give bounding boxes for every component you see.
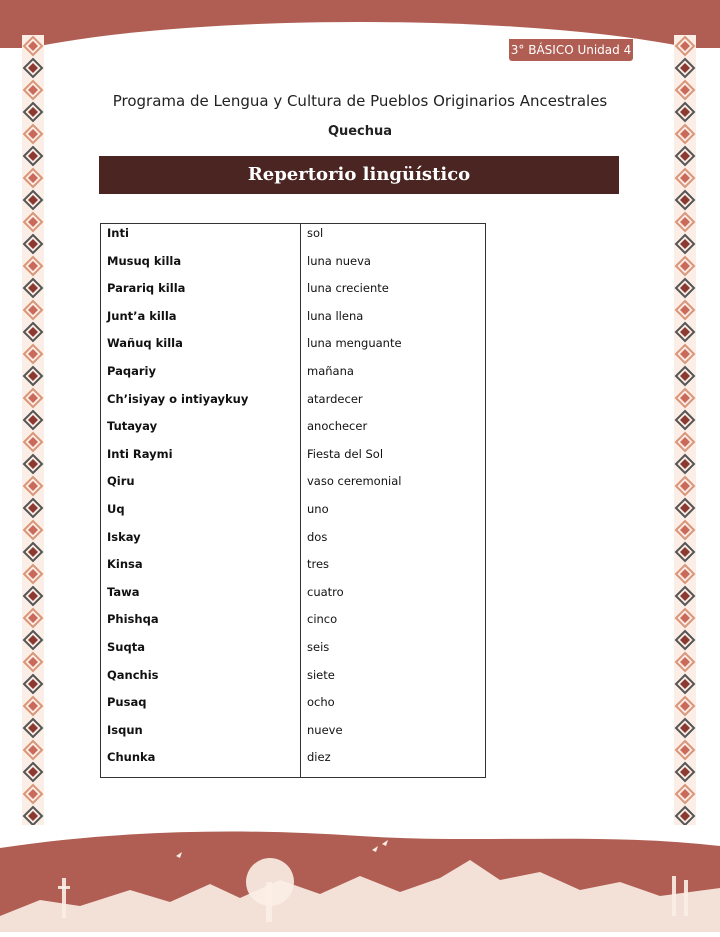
spanish-meaning: nueve [307, 722, 343, 737]
table-row [101, 640, 485, 667]
quechua-term: Wañuq killa [107, 336, 183, 351]
table-row [101, 309, 485, 336]
quechua-term: Iskay [107, 529, 141, 544]
quechua-term: Pusaq [107, 695, 147, 710]
vocabulary-table [100, 223, 486, 778]
quechua-term: Uq [107, 502, 125, 516]
quechua-term: Qiru [107, 474, 135, 489]
spanish-meaning: cuatro [307, 584, 344, 599]
spanish-meaning: vaso ceremonial [307, 474, 402, 489]
quechua-term: Qanchis [107, 667, 159, 682]
table-row [101, 530, 485, 557]
spanish-meaning: luna creciente [307, 281, 389, 296]
quechua-term: Junt’a killa [107, 308, 177, 323]
andean-textile-pattern-icon [22, 35, 44, 825]
quechua-term: Parariq killa [107, 281, 186, 296]
spanish-meaning: dos [307, 529, 328, 544]
spanish-meaning: tres [307, 557, 330, 572]
quechua-term: Inti Raymi [107, 446, 173, 461]
spanish-meaning: siete [307, 667, 335, 682]
spanish-meaning: Fiesta del Sol [307, 446, 384, 461]
spanish-meaning: mañana [307, 364, 354, 378]
quechua-term: Ch’isiyay o intiyaykuy [107, 391, 249, 406]
table-row [101, 557, 485, 584]
spanish-meaning: uno [307, 502, 329, 516]
table-row [101, 695, 485, 722]
quechua-term: Phishqa [107, 612, 159, 627]
spanish-meaning: diez [307, 750, 331, 765]
table-row [101, 226, 485, 253]
spanish-meaning: atardecer [307, 391, 363, 406]
spanish-meaning: seis [307, 640, 330, 654]
program-title: Programa de Lengua y Cultura de Pueblos Originarios Ancestrales [112, 92, 608, 110]
spanish-meaning: sol [307, 226, 324, 240]
quechua-term: Chunka [107, 750, 156, 765]
spanish-meaning: cinco [307, 612, 338, 627]
spanish-meaning: luna menguante [307, 336, 402, 351]
quechua-term: Tutayay [107, 419, 158, 434]
table-row [101, 254, 485, 281]
table-row [101, 585, 485, 612]
quechua-term: Inti [107, 226, 129, 240]
quechua-term: Kinsa [107, 557, 143, 572]
quechua-term: Isqun [107, 722, 143, 737]
table-row [101, 336, 485, 363]
spanish-meaning: ocho [307, 695, 335, 710]
table-row [101, 750, 485, 777]
table-row [101, 668, 485, 695]
spanish-meaning: anochecer [307, 419, 368, 434]
landscape-silhouette-icon [0, 820, 720, 932]
spanish-meaning: luna llena [307, 308, 364, 323]
andean-textile-pattern-icon [674, 35, 696, 825]
section-banner: Repertorio lingüístico [99, 156, 619, 194]
quechua-term: Tawa [107, 584, 140, 599]
spanish-meaning: luna nueva [307, 253, 371, 268]
table-row [101, 281, 485, 308]
table-row [101, 419, 485, 446]
table-row [101, 392, 485, 419]
quechua-term: Paqariy [107, 364, 156, 378]
table-row [101, 474, 485, 501]
quechua-term: Suqta [107, 640, 145, 654]
table-row [101, 612, 485, 639]
table-row [101, 502, 485, 529]
table-row [101, 723, 485, 750]
table-row [101, 364, 485, 391]
quechua-term: Musuq killa [107, 253, 182, 268]
table-row [101, 447, 485, 474]
language-name: Quechua [327, 124, 393, 139]
unit-badge: 3° BÁSICO Unidad 4 [509, 39, 633, 61]
